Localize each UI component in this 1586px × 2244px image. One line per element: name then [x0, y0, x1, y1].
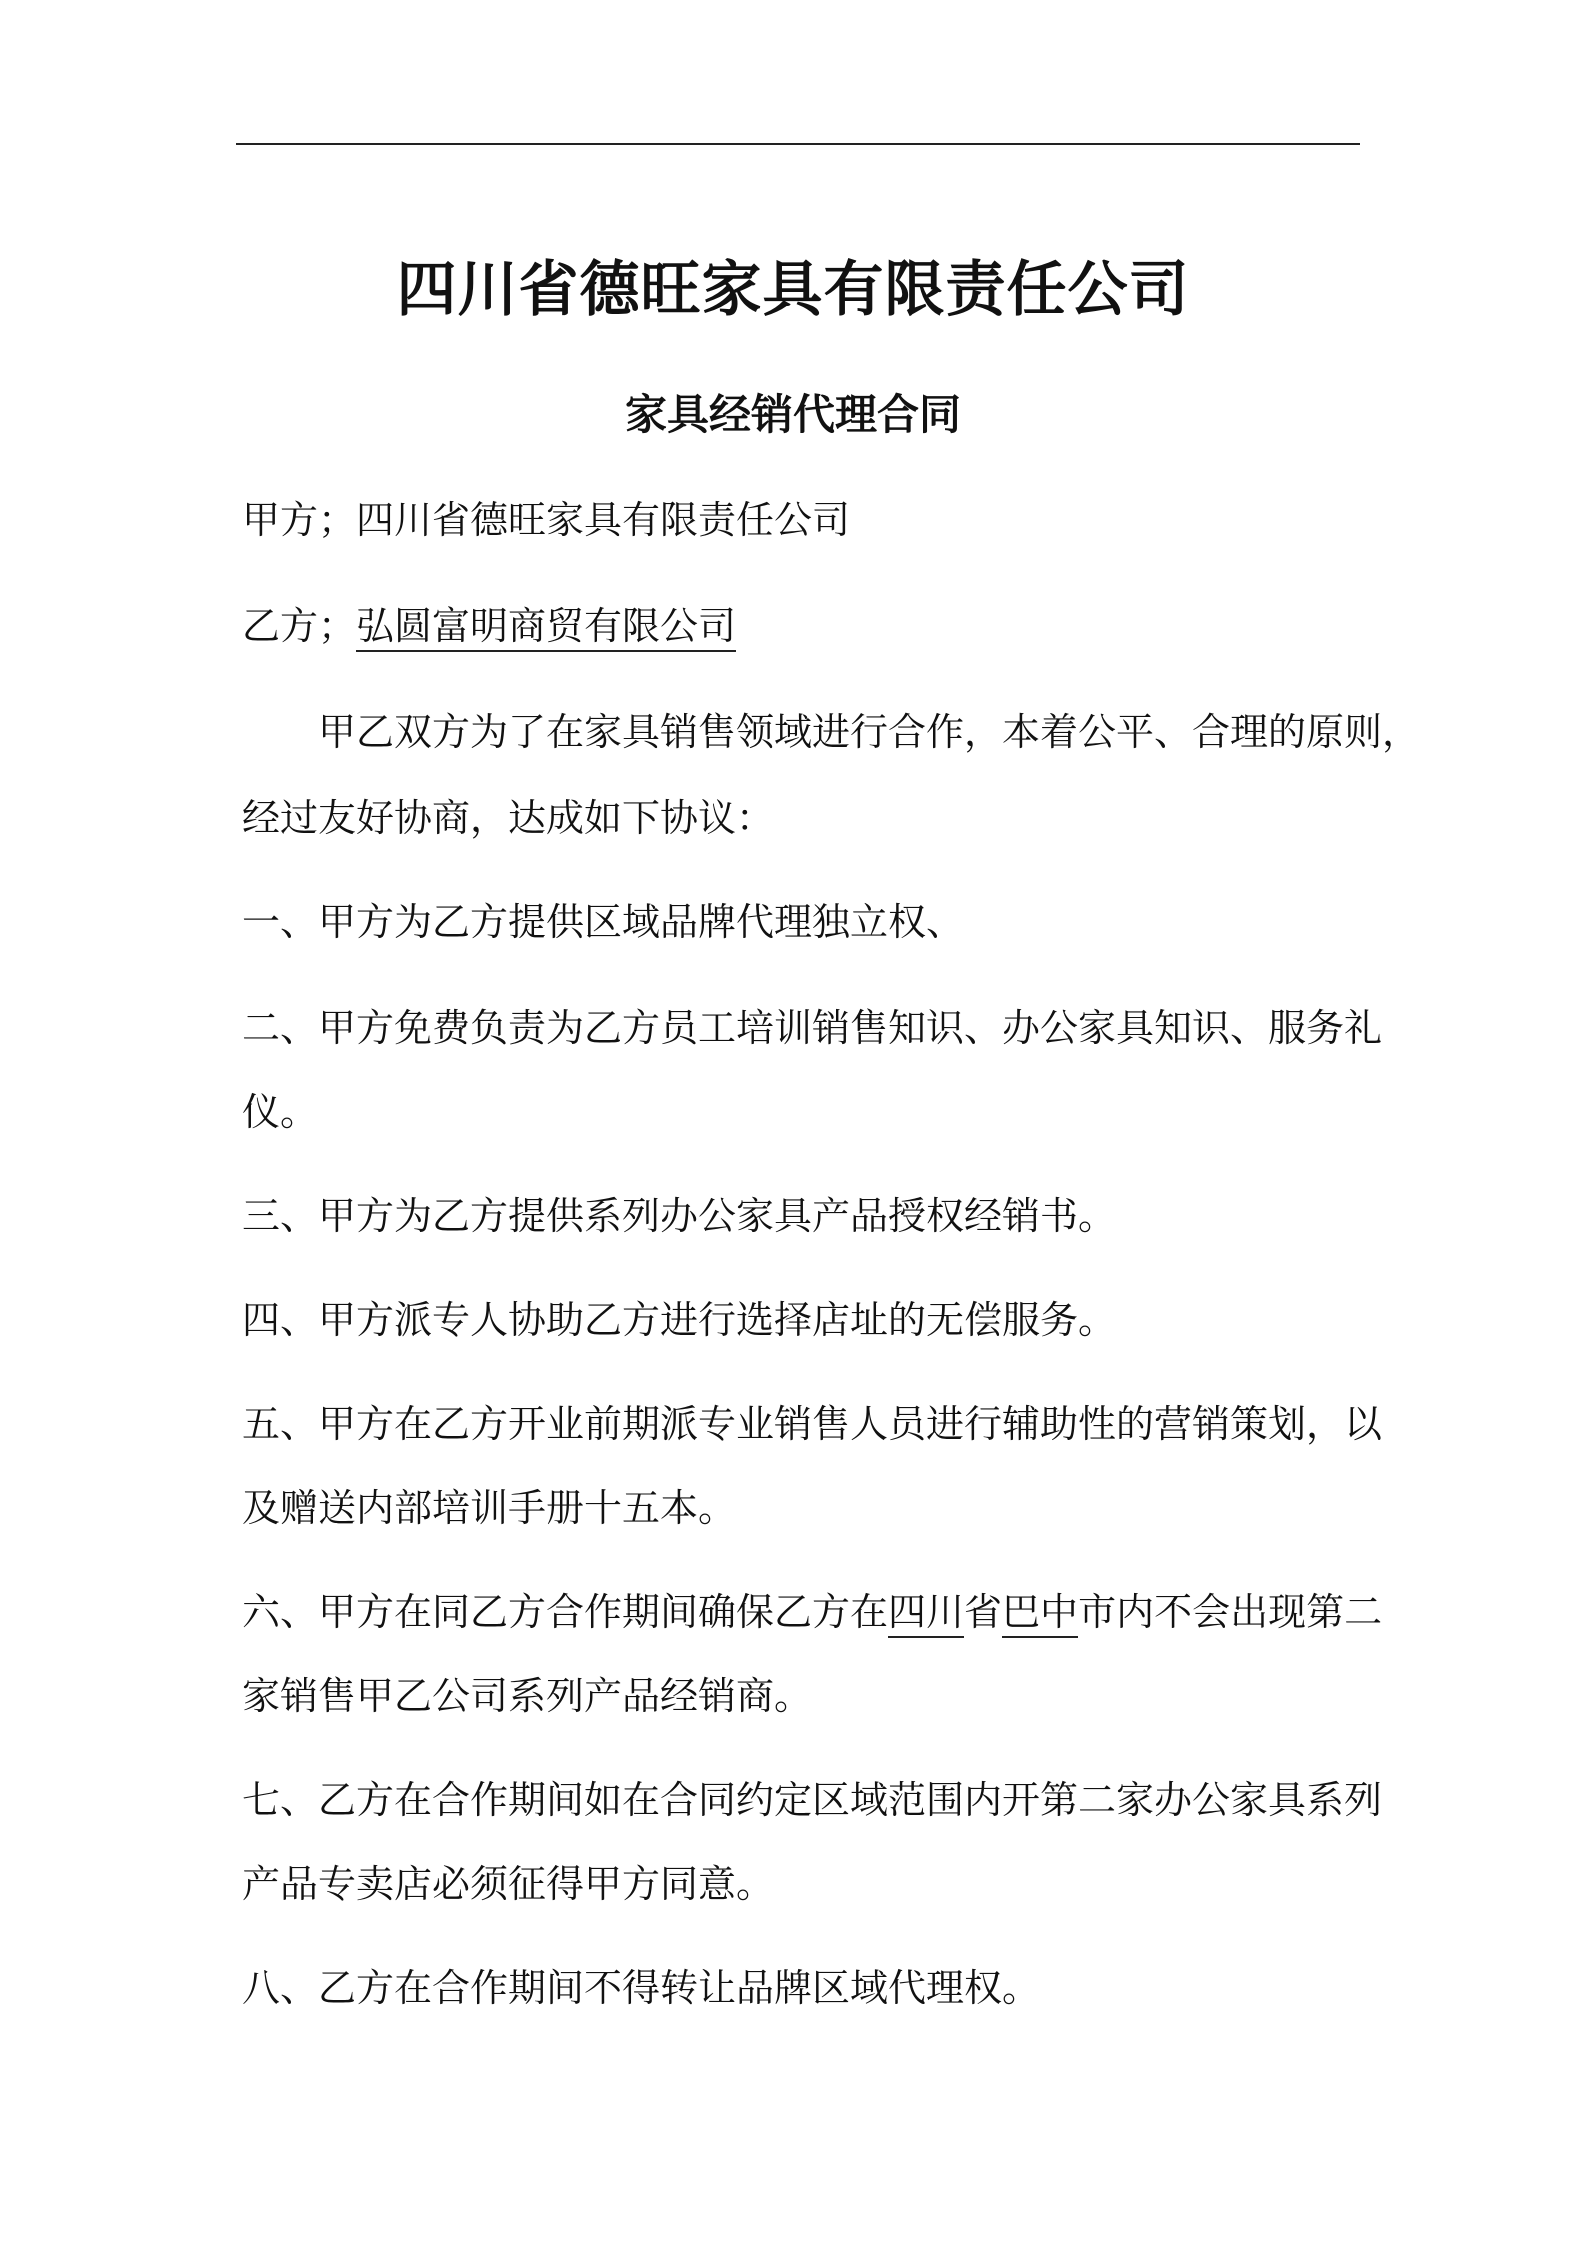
clause-6-line-2: 家销售甲乙公司系列产品经销商。 [242, 1674, 813, 1718]
clause-6-before: 六、甲方在同乙方合作期间确保乙方在 [242, 1590, 889, 1634]
clause-1: 一、甲方为乙方提供区域品牌代理独立权、 [242, 900, 965, 944]
company-title: 四川省德旺家具有限责任公司 [396, 255, 1190, 325]
clause-6-after: 市内不会出现第二 [1078, 1590, 1383, 1634]
clause-5-line-1: 五、甲方在乙方开业前期派专业销售人员进行辅助性的营销策划，以 [242, 1402, 1383, 1446]
intro-line-2: 经过友好协商，达成如下协议： [242, 796, 775, 840]
intro-line-1: 甲乙双方为了在家具销售领域进行合作，本着公平、合理的原则， [318, 710, 1421, 754]
clause-2-line-2: 仪。 [242, 1090, 319, 1134]
clause-2-line-1: 二、甲方免费负责为乙方员工培训销售知识、办公家具知识、服务礼 [242, 1006, 1383, 1050]
clause-6-province-suffix: 省 [964, 1590, 1003, 1634]
party-a-name: 四川省德旺家具有限责任公司 [356, 498, 851, 542]
party-a-label: 甲方； [242, 498, 357, 542]
clause-7-line-1: 七、乙方在合作期间如在合同约定区域范围内开第二家办公家具系列 [242, 1778, 1383, 1822]
clause-4: 四、甲方派专人协助乙方进行选择店址的无偿服务。 [242, 1298, 1117, 1342]
contract-title: 家具经销代理合同 [624, 390, 961, 439]
clause-6-city: 巴中 [1002, 1590, 1078, 1638]
party-b-label: 乙方； [242, 604, 357, 648]
party-a-line [242, 490, 1362, 550]
party-b-line [242, 596, 1362, 656]
party-b-name: 弘圆富明商贸有限公司 [356, 604, 736, 652]
clause-6-line-1 [242, 1582, 1383, 1642]
clause-8: 八、乙方在合作期间不得转让品牌区域代理权。 [242, 1966, 1041, 2010]
header-rule [236, 143, 1360, 145]
clause-7-line-2: 产品专卖店必须征得甲方同意。 [242, 1862, 775, 1906]
clause-6-province: 四川 [888, 1590, 964, 1638]
clause-5-line-2: 及赠送内部培训手册十五本。 [242, 1486, 737, 1530]
clause-3: 三、甲方为乙方提供系列办公家具产品授权经销书。 [242, 1194, 1117, 1238]
